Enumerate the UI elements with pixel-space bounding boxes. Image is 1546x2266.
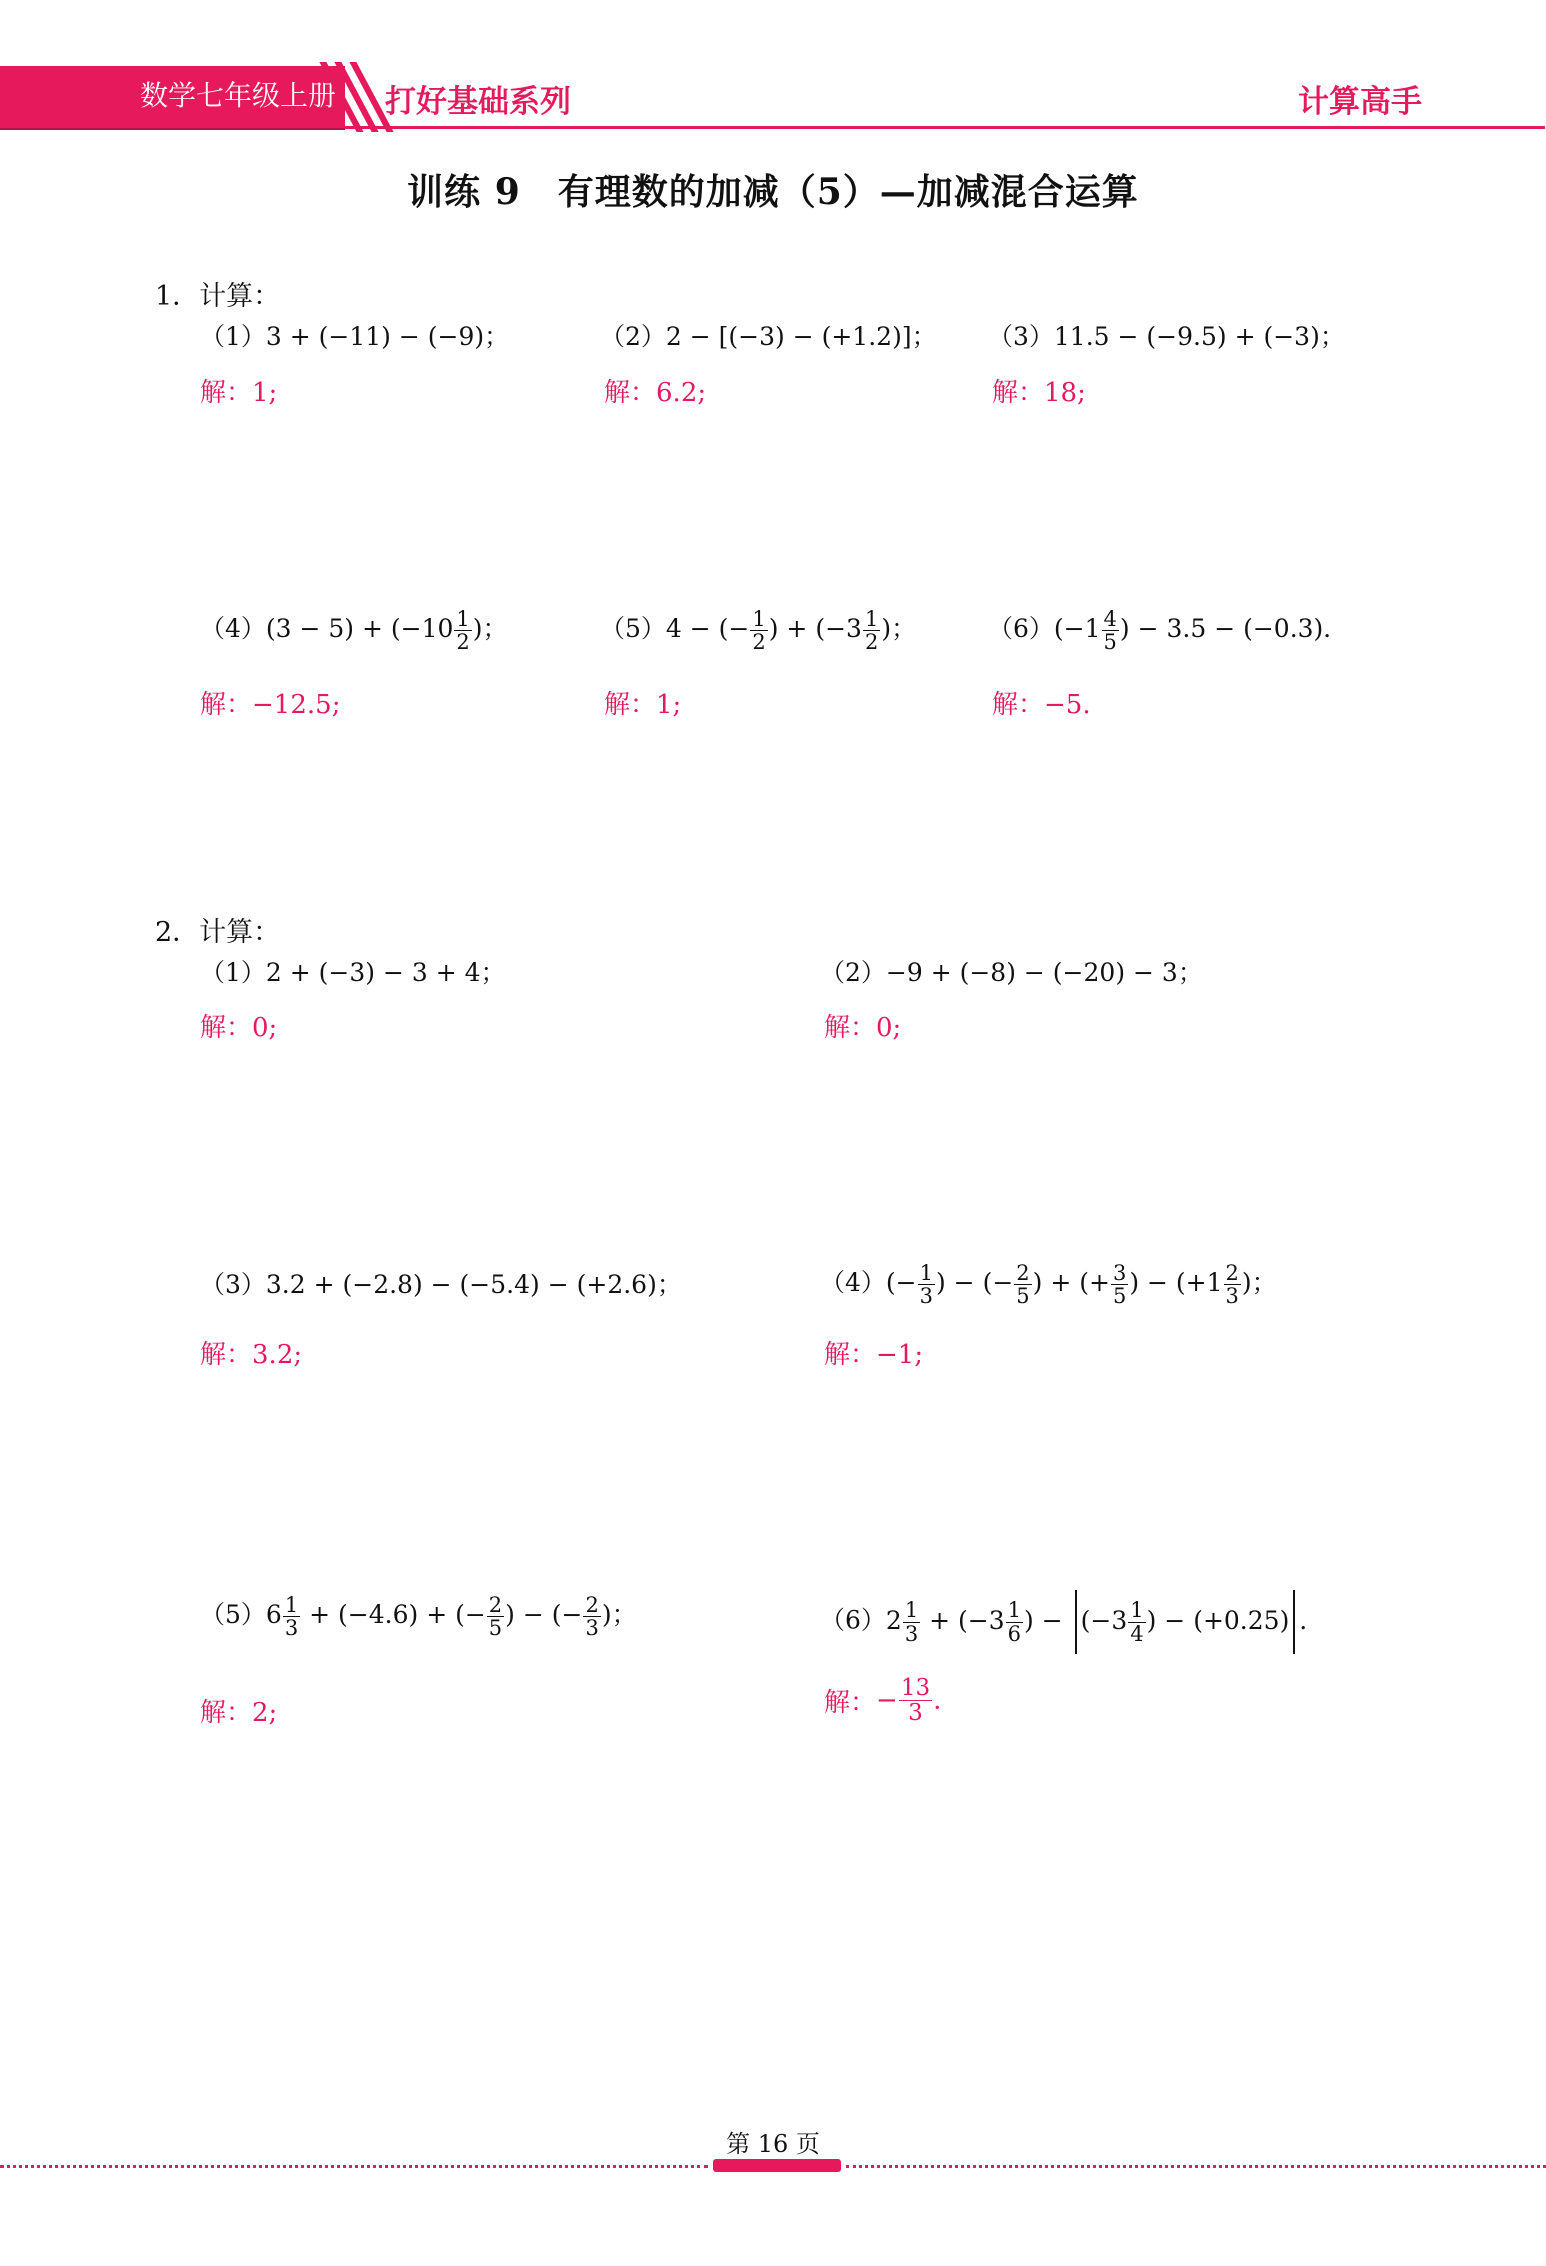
answer-2-3 [200,1334,302,1371]
answer-value: 0; [252,1013,278,1043]
answer-prefix: 解： [824,1013,877,1043]
problem-tag: （5） [200,1600,266,1630]
problem-tag: （4） [200,614,266,644]
problem-expression: 11.5 − (−9.5) + (−3)； [1053,322,1345,351]
problem-tag: （1） [200,958,266,987]
problem-expression: 6 $\frac{1}{3}$ + (−4.6) + (− $\frac{2}{5}$ ) − (− $\frac{2}{3}$ )； [265,1593,637,1641]
answer-1-6 [992,684,1091,721]
problem-tag: （1） [200,322,266,351]
footer-dotted-rule [0,2165,708,2168]
answer-2-5 [200,1692,277,1729]
problem-1-4 [200,608,508,653]
problem-expression: 2 + (−3) − 3 + 4； [265,958,506,987]
answer-value: 6.2; [656,378,707,408]
problem-tag: （2） [820,958,886,987]
answer-prefix: 解： [824,1340,877,1370]
header-rule [0,128,345,130]
answer-value: 18; [1044,378,1086,408]
problem-expression: (−1 $\frac{4}{5}$ ) − 3.5 − (−0.3)． [1053,607,1349,655]
problem-expression: 4 − (− $\frac{1}{2}$ ) + (−3 $\frac{1}{2}$ )； [665,607,917,655]
answer-1-3 [992,372,1086,409]
answer-2-1 [200,1007,277,1044]
problem-expression: (3 − 5) + (−10 $\frac{1}{2}$ )； [265,607,508,655]
answer-2-4 [824,1334,923,1371]
answer-prefix: 解： [200,378,253,408]
problem-expression: 2 − [(−3) − (+1.2)]； [665,322,937,351]
answer-prefix: 解： [200,1698,253,1728]
answer-value: 2; [252,1698,278,1728]
problem-1-2 [600,324,937,349]
answer-1-4 [200,684,340,721]
footer-dotted-rule [846,2165,1546,2168]
answer-1-5 [604,684,681,721]
problem-expression: −9 + (−8) − (−20) − 3； [885,958,1203,987]
problem-expression: (− $\frac{1}{3}$ ) − (− $\frac{2}{5}$ ) + (+ $\frac{3}{5}$ ) − (+1 $\frac{2}{3}$ )； [885,1261,1277,1309]
problem-2-4 [820,1262,1277,1307]
question-1-heading: 1．计算： [155,281,281,312]
problem-2-2 [820,960,1203,985]
page-title: 训练 9 有理数的加减（5）—加减混合运算 [407,171,1139,213]
page-number: 第 16 页 [726,2130,820,2158]
footer-accent-bar [713,2159,841,2172]
answer-prefix: 解： [604,378,657,408]
problem-tag: （5） [600,614,666,644]
book-title: 数学七年级上册 [140,79,337,112]
answer-prefix: 解： [200,690,253,720]
answer-prefix: 解： [200,1013,253,1043]
problem-1-5 [600,608,916,653]
answer-value: 1; [252,378,278,408]
answer-end: . [933,1685,942,1716]
answer-prefix: 解： [604,690,657,720]
problem-1-6 [988,608,1348,653]
answer-1-1 [200,372,277,409]
problem-2-6 [820,1590,1324,1654]
answer-1-2 [604,372,706,409]
answer-sign: − [876,1685,898,1716]
answer-prefix: 解： [200,1340,253,1370]
problem-tag: （6） [820,1605,886,1635]
section-title: 计算高手 [1298,84,1422,120]
answer-value: 1; [656,690,682,720]
problem-2-3 [200,1272,682,1297]
answer-value: −1; [876,1340,924,1370]
header-rule [345,126,1545,129]
answer-2-6 [824,1676,941,1725]
problem-expression: 3.2 + (−2.8) − (−5.4) − (+2.6)； [265,1270,682,1299]
answer-2-2 [824,1007,901,1044]
problem-2-5 [200,1594,637,1639]
problem-expression: 3 + (−11) − (−9)； [265,322,510,351]
answer-prefix: 解： [992,378,1045,408]
problem-tag: （3） [988,322,1054,351]
problem-1-1 [200,324,509,349]
problem-expression: 2 $\frac{1}{3}$ + (−3 $\frac{1}{6}$ ) − (−3 $\frac{1}{4}$ ) − (+0.25) ． [886,1606,1324,1635]
answer-fraction: $\frac{13}{3}$ [900,1675,931,1727]
answer-value: 0; [876,1013,902,1043]
answer-value: 3.2; [252,1340,303,1370]
problem-tag: （3） [200,1270,266,1299]
problem-2-1 [200,960,506,985]
answer-prefix: 解： [824,1688,877,1719]
answer-prefix: 解： [992,690,1045,720]
problem-tag: （6） [988,614,1054,644]
problem-1-3 [988,324,1345,349]
answer-value: −5. [1044,690,1091,720]
series-title: 打好基础系列 [385,84,571,120]
answer-value: −12.5; [252,690,341,720]
question-2-heading: 2．计算： [155,917,281,948]
problem-tag: （4） [820,1268,886,1298]
problem-tag: （2） [600,322,666,351]
